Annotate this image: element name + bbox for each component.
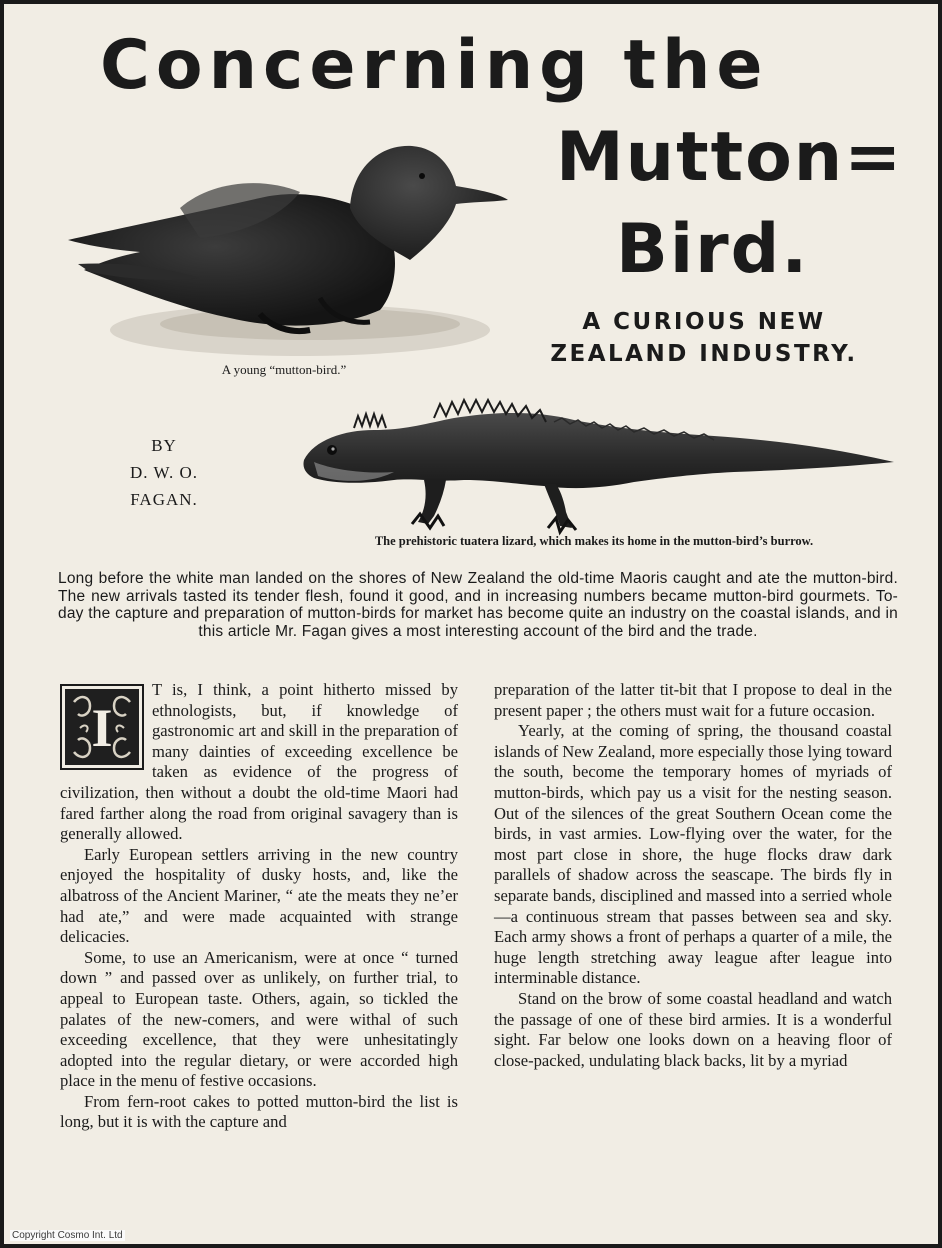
- body-paragraph: T is, I think, a point hitherto missed by ethnologists, but, if knowledge of gastronomic art and skill in the preparation of many dainties of exceeding excellence be taken as evidence of the progress of civilization, then without a doubt the old-time Maori had fared farther along the road from original savagery than is generally allowed.: [60, 680, 458, 844]
- ornamental-dropcap-i: [60, 684, 144, 770]
- lizard-caption: The prehistoric tuatera lizard, which makes its home in the mutton-bird’s burrow.: [374, 534, 814, 548]
- tuatara-lizard-photo: [294, 388, 900, 538]
- magazine-page: [4, 4, 938, 1244]
- body-paragraph: From fern-root cakes to potted mutton-bird the list is long, but it is with the capture and: [60, 1091, 458, 1132]
- body-paragraph: Some, to use an Americanism, were at once “ turned down ” and passed over as unlikely, on further trial, to appeal to European taste. Others, again, so tickled the palates of the new-comers, and were withal of such exceeding excellence, that they were unhesitatingly adopted into the regular dietary, or were accorded high place in the menu of festive occasions.: [60, 947, 458, 1091]
- article-subtitle: [484, 306, 924, 370]
- bird-caption: A young “mutton-bird.”: [221, 362, 347, 377]
- mutton-bird-photo: [60, 138, 510, 362]
- copyright-credit: Copyright Cosmo Int. Ltd: [12, 1230, 123, 1241]
- body-column-left: [60, 680, 458, 1133]
- article-title-line3: Bird.: [616, 210, 810, 289]
- byline-initials: D. W. O.: [130, 463, 198, 482]
- article-intro: Long before the white man landed on the shores of New Zealand the old-time Maoris caught and ate the mutton-bird. The new arrivals tasted its tender flesh, found it good, and in increasing numbers became mutton-bird gourmets. To-day the capture and preparation of mutton-birds for market has become quite an industry on the coastal islands, and in this article Mr. Fagan gives a most interesting account of the bird and the trade.: [58, 570, 898, 640]
- subtitle-line2: ZEALAND INDUSTRY.: [550, 341, 858, 367]
- article-title-line1: Concerning the: [100, 26, 769, 105]
- body-column-right: [494, 680, 892, 1071]
- body-paragraph: preparation of the latter tit-bit that I propose to deal in the present paper ; the others must wait for a future occasion.: [494, 680, 892, 720]
- article-title-line2: Mutton=: [556, 118, 904, 197]
- body-paragraph: Yearly, at the coming of spring, the thousand coastal islands of New Zealand, more especially those lying toward the south, become the temporary homes of myriads of mutton-birds, which pay us a visit for the nesting season. Out of the silences of the great Southern Ocean come the birds, in vast armies. Low-flying over the water, for the most part close in shore, the huge flocks draw dark parallels of shadow across the seascape. The birds fly in separate bands, disciplined and massed into a serried whole—a continuous stream that passes between sea and sky. Each army shows a front of perhaps a quarter of a mile, the huge length stretching away league after league into interminable distance.: [494, 721, 892, 988]
- byline-by: BY: [151, 436, 177, 455]
- byline: [114, 432, 214, 513]
- svg-text:I: I: [91, 698, 113, 758]
- body-paragraph: Stand on the brow of some coastal headland and watch the passage of one of these bird armies. It is a wonderful sight. Far below one looks down on a heaving floor of close-packed, undulating black backs, lit by a myriad: [494, 988, 892, 1070]
- body-paragraph: Early European settlers arriving in the new country enjoyed the hospitality of dusky hosts, and, like the albatross of the Ancient Mariner, “ ate the meats they ne’er had ate,” and were made acquainted with strange delicacies.: [60, 844, 458, 947]
- byline-surname: FAGAN.: [130, 490, 198, 509]
- subtitle-line1: A CURIOUS NEW: [582, 309, 826, 335]
